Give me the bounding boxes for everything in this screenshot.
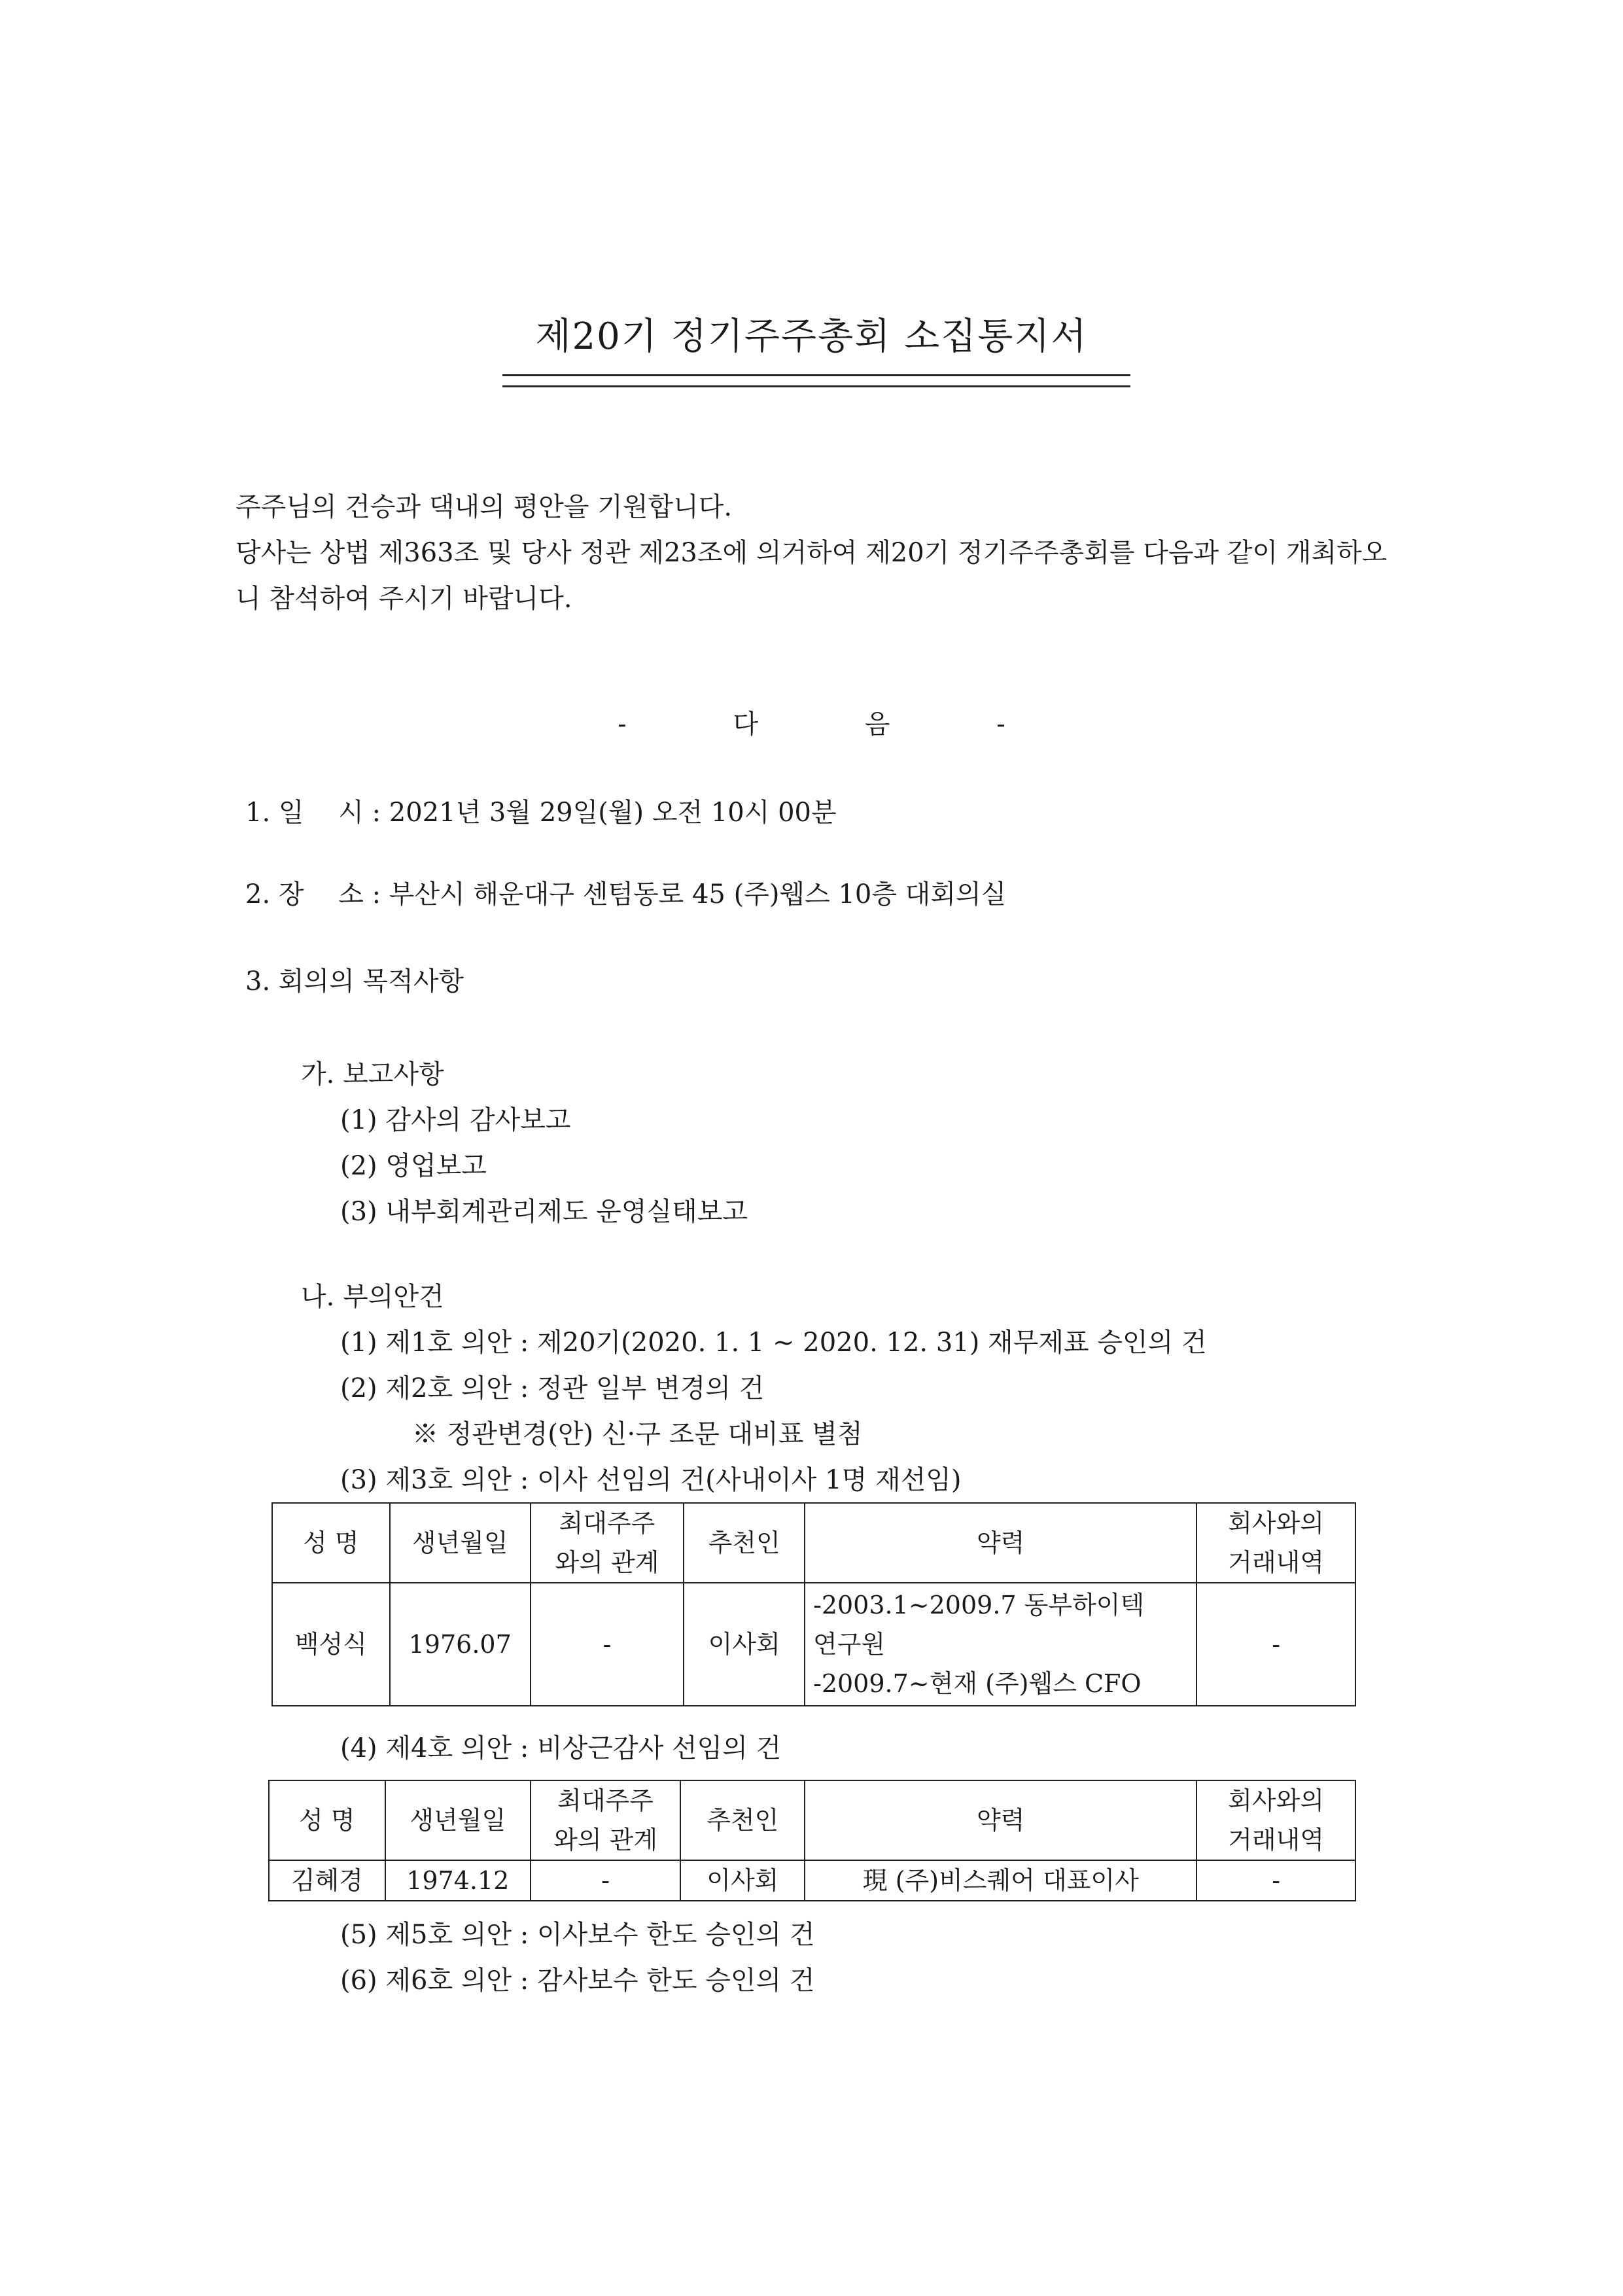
director-candidate-table [271, 1502, 1356, 1706]
report-heading: 가. 보고사항 [301, 1059, 444, 1089]
table-row [269, 1860, 1355, 1901]
header-birth: 생년월일 [390, 1503, 531, 1583]
header-name: 성 명 [272, 1503, 390, 1583]
auditor-name: 김혜경 [269, 1860, 385, 1901]
meeting-place: 2. 장 소 : 부산시 해운대구 센텀동로 45 (주)웹스 10층 대회의실 [245, 879, 1007, 910]
auditor-candidate-table [268, 1780, 1356, 1901]
header-recommender: 추천인 [680, 1780, 805, 1860]
auditor-recommender: 이사회 [680, 1860, 805, 1901]
agenda-item-5: (5) 제5호 의안 : 이사보수 한도 승인의 건 [340, 1920, 815, 1950]
agenda-item-3: (3) 제3호 의안 : 이사 선임의 건(사내이사 1명 재선임) [340, 1465, 962, 1495]
intro-greeting: 주주님의 건승과 댁내의 평안을 기원합니다. [236, 492, 733, 522]
header-name: 성 명 [269, 1780, 385, 1860]
table-row [272, 1583, 1355, 1706]
agenda-item-6: (6) 제6호 의안 : 감사보수 한도 승인의 건 [340, 1966, 815, 1996]
auditor-birth: 1974.12 [385, 1860, 531, 1901]
director-deals: - [1196, 1583, 1355, 1706]
agenda-item-2-note: ※ 정관변경(안) 신·구 조문 대비표 별첨 [412, 1419, 863, 1449]
document-title: 제20기 정기주주총회 소집통지서 [535, 315, 1088, 358]
header-birth: 생년월일 [385, 1780, 531, 1860]
director-career: -2003.1~2009.7 동부하이텍 연구원 -2009.7~현재 (주)웹스 CFO [805, 1583, 1196, 1706]
agenda-item-1: (1) 제1호 의안 : 제20기(2020. 1. 1 ~ 2020. 12. 31) 재무제표 승인의 건 [340, 1328, 1207, 1358]
table-header-row [269, 1780, 1355, 1860]
header-deals: 회사와의 거래내역 [1196, 1780, 1355, 1860]
director-recommender: 이사회 [684, 1583, 805, 1706]
auditor-deals: - [1196, 1860, 1355, 1901]
auditor-career: 現 (주)비스퀘어 대표이사 [805, 1860, 1196, 1901]
agenda-heading: 나. 부의안건 [301, 1282, 444, 1312]
director-birth: 1976.07 [390, 1583, 531, 1706]
meeting-purpose-heading: 3. 회의의 목적사항 [245, 966, 464, 997]
director-name: 백성식 [272, 1583, 390, 1706]
table-header-row [272, 1503, 1355, 1583]
header-deals: 회사와의 거래내역 [1196, 1503, 1355, 1583]
intro-body: 당사는 상법 제363조 및 당사 정관 제23조에 의거하여 제20기 정기주주총회를 다음과 같이 개최하오니 참석하여 주시기 바랍니다. [236, 538, 1387, 614]
report-item-3: (3) 내부회계관리제도 운영실태보고 [340, 1197, 748, 1227]
report-item-1: (1) 감사의 감사보고 [340, 1105, 571, 1135]
meeting-date: 1. 일 시 : 2021년 3월 29일(월) 오전 10시 00분 [245, 798, 837, 828]
notice-label: - 다 음 - [618, 709, 1005, 739]
title-double-underline [502, 374, 1130, 387]
report-item-2: (2) 영업보고 [340, 1151, 487, 1181]
header-relation: 최대주주 와의 관계 [531, 1780, 681, 1860]
director-relation: - [531, 1583, 684, 1706]
agenda-item-2: (2) 제2호 의안 : 정관 일부 변경의 건 [340, 1373, 765, 1404]
header-recommender: 추천인 [684, 1503, 805, 1583]
header-career: 약력 [805, 1780, 1196, 1860]
header-relation: 최대주주 와의 관계 [531, 1503, 684, 1583]
auditor-relation: - [531, 1860, 681, 1901]
header-career: 약력 [805, 1503, 1196, 1583]
agenda-item-4: (4) 제4호 의안 : 비상근감사 선임의 건 [340, 1733, 782, 1763]
